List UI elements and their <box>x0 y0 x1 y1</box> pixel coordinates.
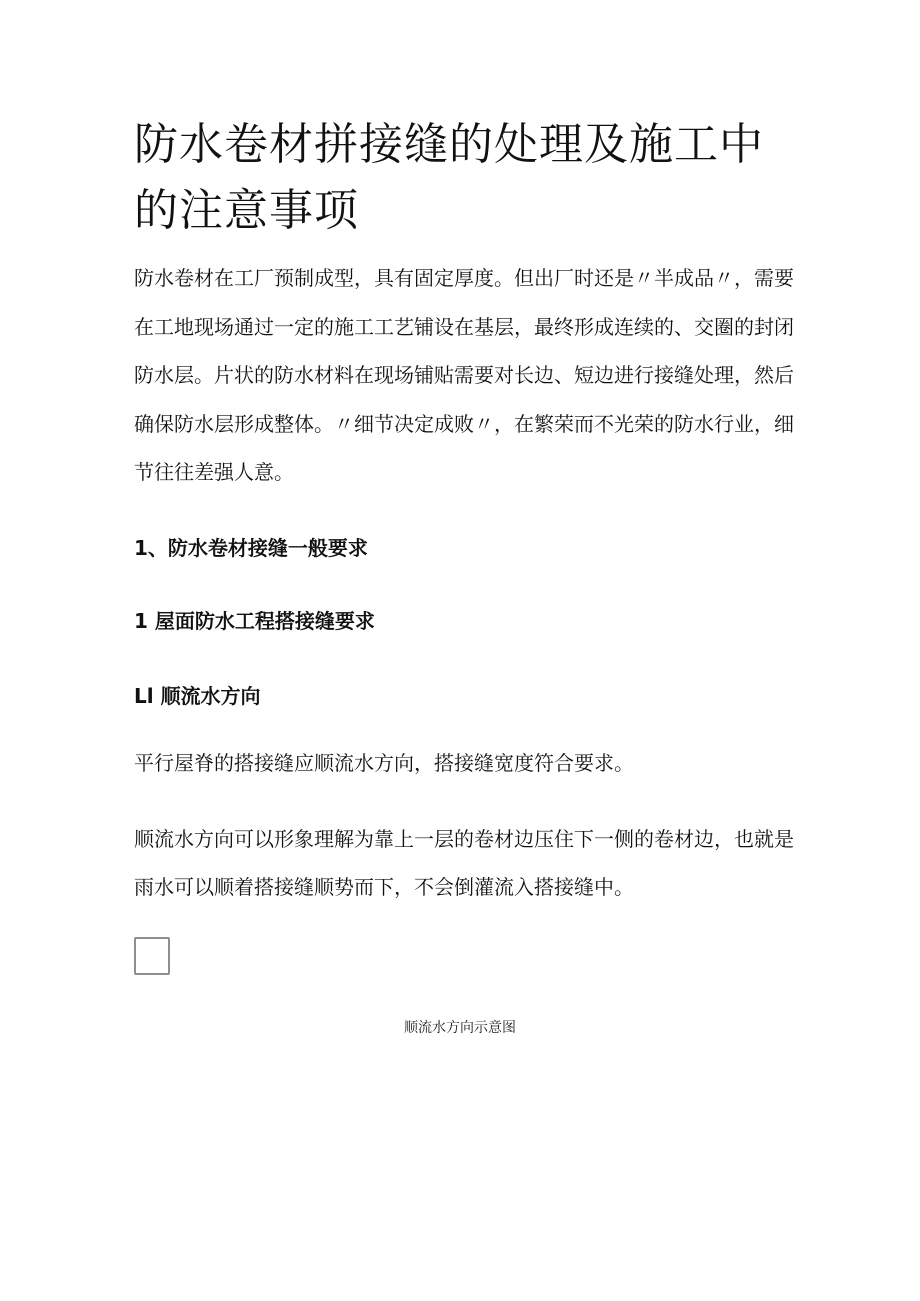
section-heading-1: 1、防水卷材接缝一般要求 <box>134 536 368 560</box>
broken-image-placeholder-icon <box>134 937 170 975</box>
section-heading-1-1-1: Ll 顺流水方向 <box>134 684 261 708</box>
section-heading-1-1: 1 屋面防水工程搭接缝要求 <box>134 609 375 633</box>
paragraph-direction-requirement: 平行屋脊的搭接缝应顺流水方向，搭接缝宽度符合要求。 <box>134 751 634 775</box>
paragraph-direction-explanation: 顺流水方向可以形象理解为靠上一层的卷材边压住下一侧的卷材边，也就是雨水可以顺着搭接缝顺势而下，不会倒灌流入搭接缝中。 <box>134 827 794 899</box>
intro-paragraph: 防水卷材在工厂预制成型，具有固定厚度。但出厂时还是〃半成品〃，需要在工地现场通过一定的施工工艺铺设在基层，最终形成连续的、交圈的封闭防水层。片状的防水材料在现场铺贴需要对长边、短边进行接缝处理，然后确保防水层形成整体。〃细节决定成败〃，在繁荣而不光荣的防水行业，细节往往差强人意。 <box>134 266 794 484</box>
figure-caption: 顺流水方向示意图 <box>404 1020 516 1036</box>
document-title: 防水卷材拼接缝的处理及施工中的注意事项 <box>134 119 764 236</box>
